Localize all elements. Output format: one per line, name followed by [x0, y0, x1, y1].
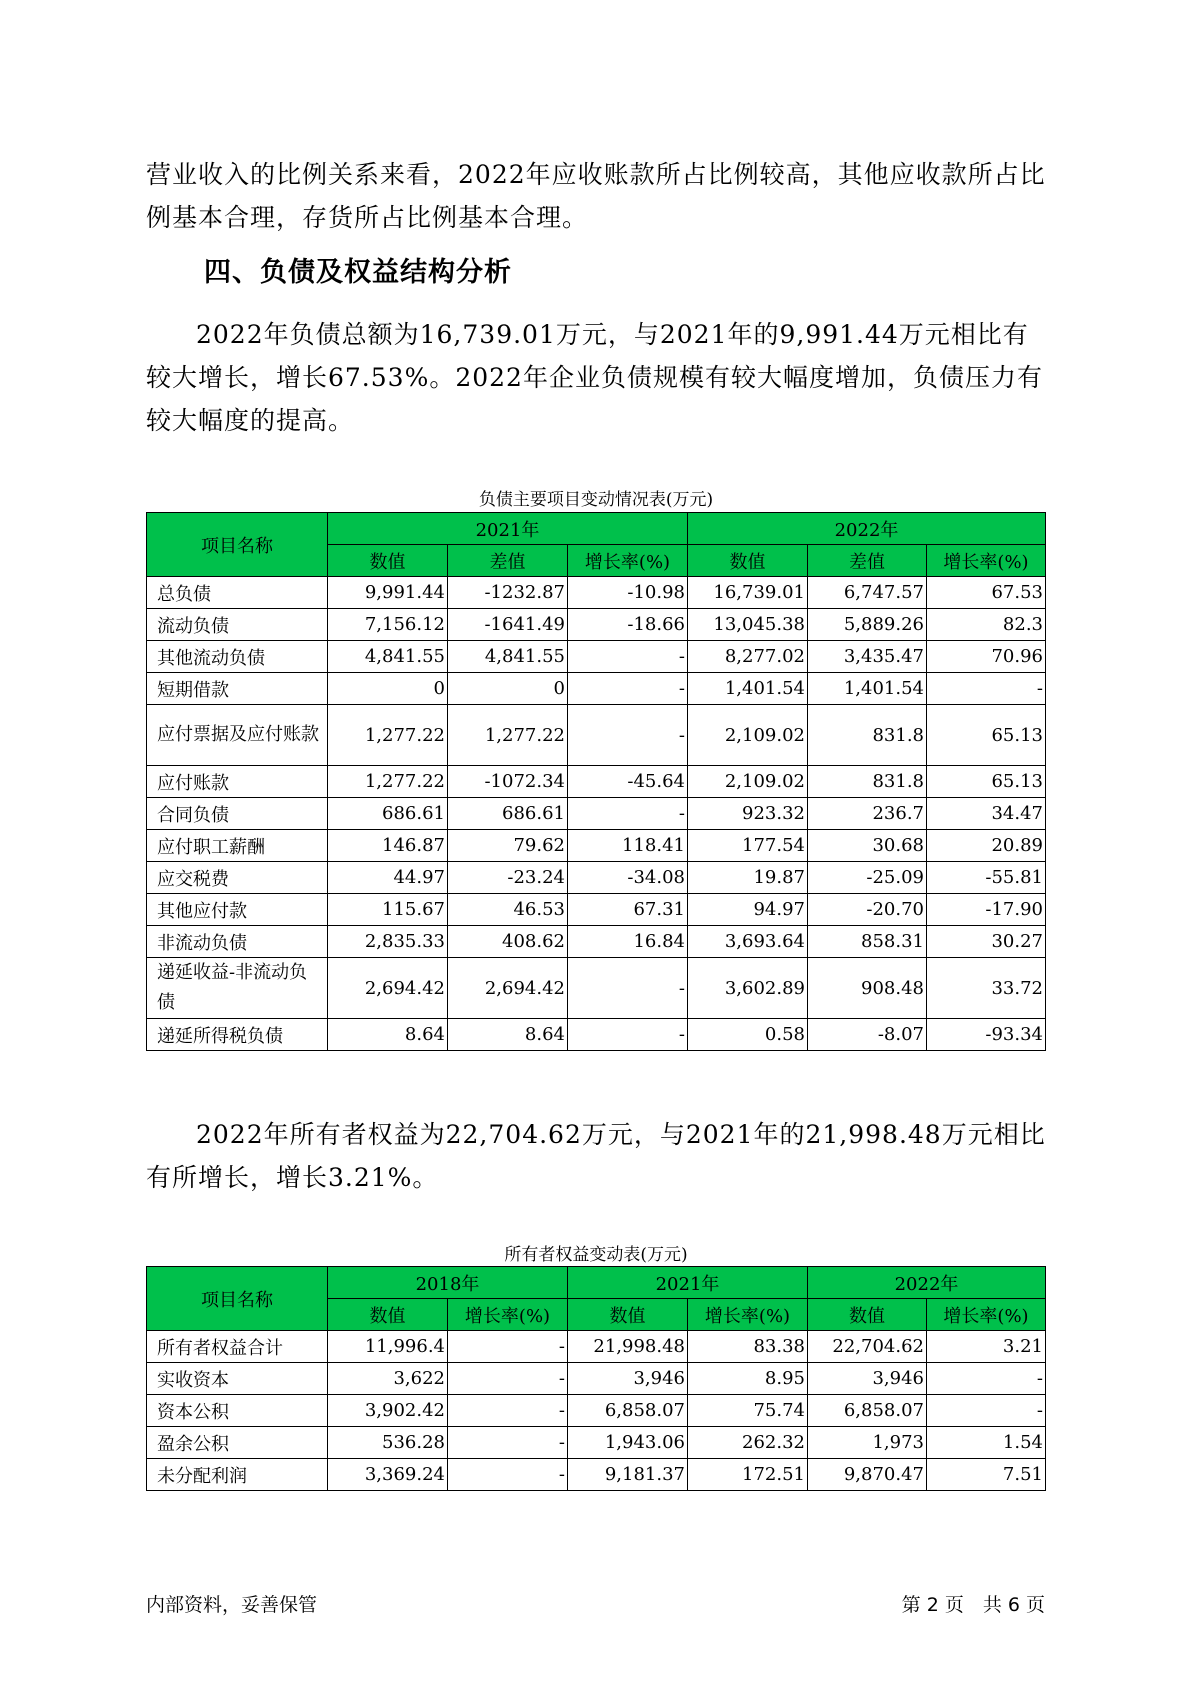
sub-header: 增长率(%): [448, 1299, 568, 1331]
table-cell: 30.68: [808, 830, 927, 862]
table-cell: 2,694.42: [448, 958, 568, 1019]
equity-paragraph: 2022年所有者权益为22,704.62万元，与2021年的21,998.48万元相比有所增长，增长3.21%。: [146, 1120, 1046, 1192]
table-row: [147, 641, 1046, 673]
table-cell: 70.96: [927, 641, 1046, 673]
table-cell: 831.8: [808, 705, 927, 766]
table-row: [147, 926, 1046, 958]
table-cell: -1641.49: [448, 609, 568, 641]
table-cell: 0: [448, 673, 568, 705]
table-cell: -17.90: [927, 894, 1046, 926]
name-header: 项目名称: [147, 1267, 328, 1331]
table-cell: 908.48: [808, 958, 927, 1019]
row-label: 盈余公积: [147, 1427, 328, 1459]
table-cell: 3,693.64: [688, 926, 808, 958]
table-row: [147, 894, 1046, 926]
row-label: 应交税费: [147, 862, 328, 894]
year-header: 2021年: [328, 513, 688, 545]
table-cell: 686.61: [448, 798, 568, 830]
table-cell: 177.54: [688, 830, 808, 862]
table-cell: 11,996.4: [328, 1331, 448, 1363]
table-cell: -45.64: [568, 766, 688, 798]
intro-paragraph: 营业收入的比例关系来看，2022年应收账款所占比例较高，其他应收款所占比例基本合理，存货所占比例基本合理。: [146, 160, 1046, 232]
table-cell: 1.54: [927, 1427, 1046, 1459]
table-cell: 1,277.22: [448, 705, 568, 766]
table-cell: 262.32: [688, 1427, 808, 1459]
table-cell: 83.38: [688, 1331, 808, 1363]
table-cell: 118.41: [568, 830, 688, 862]
row-label: 其他应付款: [147, 894, 328, 926]
table-cell: -: [568, 673, 688, 705]
table-cell: 536.28: [328, 1427, 448, 1459]
year-header: 2022年: [808, 1267, 1046, 1299]
table-cell: 7,156.12: [328, 609, 448, 641]
table-cell: 408.62: [448, 926, 568, 958]
equity-table: [146, 1266, 1046, 1491]
table-cell: 9,181.37: [568, 1459, 688, 1491]
row-label: 应付账款: [147, 766, 328, 798]
table-cell: 5,889.26: [808, 609, 927, 641]
liability-paragraph: 2022年负债总额为16,739.01万元，与2021年的9,991.44万元相比有较大增长，增长67.53%。2022年企业负债规模有较大幅度增加，负债压力有较大幅度的提高。: [146, 320, 1043, 435]
table-cell: 3,435.47: [808, 641, 927, 673]
table-cell: 3.21: [927, 1331, 1046, 1363]
table-cell: 33.72: [927, 958, 1046, 1019]
table-cell: 3,902.42: [328, 1395, 448, 1427]
table-cell: 7.51: [927, 1459, 1046, 1491]
row-label: 总负债: [147, 577, 328, 609]
table-row: [147, 609, 1046, 641]
table-row: [147, 1019, 1046, 1051]
table-cell: 1,401.54: [808, 673, 927, 705]
table-cell: 9,870.47: [808, 1459, 927, 1491]
table-row: [147, 1395, 1046, 1427]
table-cell: 16,739.01: [688, 577, 808, 609]
section-heading: 四、负债及权益结构分析: [204, 257, 512, 288]
sub-header: 增长率(%): [927, 545, 1046, 577]
table-cell: 172.51: [688, 1459, 808, 1491]
row-label: 流动负债: [147, 609, 328, 641]
table-cell: 67.53: [927, 577, 1046, 609]
table-cell: -: [927, 1395, 1046, 1427]
year-header: 2018年: [328, 1267, 568, 1299]
sub-header: 数值: [808, 1299, 927, 1331]
table-cell: 46.53: [448, 894, 568, 926]
table-cell: 4,841.55: [328, 641, 448, 673]
sub-header: 差值: [808, 545, 927, 577]
table-cell: 1,943.06: [568, 1427, 688, 1459]
table-cell: -: [927, 1363, 1046, 1395]
liability-table: [146, 512, 1046, 1051]
row-label: 应付职工薪酬: [147, 830, 328, 862]
table-cell: 19.87: [688, 862, 808, 894]
sub-header: 差值: [448, 545, 568, 577]
table-cell: 8.64: [328, 1019, 448, 1051]
table-cell: -: [448, 1395, 568, 1427]
equity-table-caption: 所有者权益变动表(万元): [504, 1245, 688, 1265]
table-cell: -1232.87: [448, 577, 568, 609]
table-row: [147, 862, 1046, 894]
table-row: [147, 673, 1046, 705]
row-label: 递延收益-非流动负债: [147, 958, 328, 1019]
row-label: 合同负债: [147, 798, 328, 830]
row-label: 非流动负债: [147, 926, 328, 958]
table-cell: 831.8: [808, 766, 927, 798]
table-cell: -: [448, 1331, 568, 1363]
table-row: [147, 766, 1046, 798]
table-cell: 34.47: [927, 798, 1046, 830]
table-row: [147, 577, 1046, 609]
table-cell: -20.70: [808, 894, 927, 926]
sub-header: 增长率(%): [688, 1299, 808, 1331]
table-cell: -93.34: [927, 1019, 1046, 1051]
table-cell: -1072.34: [448, 766, 568, 798]
sub-header: 增长率(%): [927, 1299, 1046, 1331]
row-label: 实收资本: [147, 1363, 328, 1395]
table-cell: -34.08: [568, 862, 688, 894]
sub-header: 数值: [328, 545, 448, 577]
table-cell: 2,835.33: [328, 926, 448, 958]
table-cell: -: [568, 798, 688, 830]
table-row: [147, 798, 1046, 830]
table-row: [147, 958, 1046, 1019]
table-cell: 1,401.54: [688, 673, 808, 705]
sub-header: 增长率(%): [568, 545, 688, 577]
table-cell: 3,369.24: [328, 1459, 448, 1491]
year-header: 2022年: [688, 513, 1046, 545]
table-cell: 0: [328, 673, 448, 705]
table-cell: -10.98: [568, 577, 688, 609]
table-cell: -: [927, 673, 1046, 705]
footer-page-number: 第 2 页 共 6 页: [901, 1594, 1045, 1616]
table-cell: -55.81: [927, 862, 1046, 894]
table-cell: -: [448, 1459, 568, 1491]
table-cell: 2,109.02: [688, 766, 808, 798]
table-cell: 1,973: [808, 1427, 927, 1459]
row-label: 其他流动负债: [147, 641, 328, 673]
liability-table-caption: 负债主要项目变动情况表(万元): [478, 490, 714, 510]
table-row: [147, 1459, 1046, 1491]
table-cell: 686.61: [328, 798, 448, 830]
table-cell: 8.95: [688, 1363, 808, 1395]
table-cell: 44.97: [328, 862, 448, 894]
row-label: 资本公积: [147, 1395, 328, 1427]
table-row: [147, 1427, 1046, 1459]
table-cell: 67.31: [568, 894, 688, 926]
row-label: 短期借款: [147, 673, 328, 705]
table-cell: 65.13: [927, 705, 1046, 766]
table-cell: 3,946: [568, 1363, 688, 1395]
table-cell: 1,277.22: [328, 766, 448, 798]
table-cell: -25.09: [808, 862, 927, 894]
table-cell: -: [568, 641, 688, 673]
row-label: 应付票据及应付账款: [147, 705, 328, 766]
table-cell: -18.66: [568, 609, 688, 641]
table-cell: -: [448, 1363, 568, 1395]
table-cell: 94.97: [688, 894, 808, 926]
table-cell: 79.62: [448, 830, 568, 862]
table-cell: 146.87: [328, 830, 448, 862]
table-cell: 82.3: [927, 609, 1046, 641]
footer-confidential: 内部资料，妥善保管: [146, 1594, 318, 1616]
table-cell: 75.74: [688, 1395, 808, 1427]
table-cell: 6,858.07: [568, 1395, 688, 1427]
row-label: 未分配利润: [147, 1459, 328, 1491]
sub-header: 数值: [688, 545, 808, 577]
table-cell: -8.07: [808, 1019, 927, 1051]
table-cell: 0.58: [688, 1019, 808, 1051]
table-cell: 16.84: [568, 926, 688, 958]
table-cell: 20.89: [927, 830, 1046, 862]
table-cell: 4,841.55: [448, 641, 568, 673]
table-cell: 8.64: [448, 1019, 568, 1051]
table-cell: 9,991.44: [328, 577, 448, 609]
table-cell: 13,045.38: [688, 609, 808, 641]
table-cell: -: [568, 1019, 688, 1051]
table-row: [147, 1363, 1046, 1395]
sub-header: 数值: [568, 1299, 688, 1331]
table-cell: 6,858.07: [808, 1395, 927, 1427]
table-cell: 115.67: [328, 894, 448, 926]
table-cell: 923.32: [688, 798, 808, 830]
table-cell: 1,277.22: [328, 705, 448, 766]
table-cell: 236.7: [808, 798, 927, 830]
row-label: 所有者权益合计: [147, 1331, 328, 1363]
name-header: 项目名称: [147, 513, 328, 577]
table-cell: 22,704.62: [808, 1331, 927, 1363]
table-cell: 65.13: [927, 766, 1046, 798]
table-cell: -: [568, 958, 688, 1019]
table-cell: 8,277.02: [688, 641, 808, 673]
table-row: [147, 830, 1046, 862]
year-header: 2021年: [568, 1267, 808, 1299]
table-cell: 2,694.42: [328, 958, 448, 1019]
table-cell: 3,602.89: [688, 958, 808, 1019]
table-cell: 2,109.02: [688, 705, 808, 766]
table-cell: -23.24: [448, 862, 568, 894]
table-cell: 3,622: [328, 1363, 448, 1395]
table-cell: 30.27: [927, 926, 1046, 958]
sub-header: 数值: [328, 1299, 448, 1331]
table-cell: 21,998.48: [568, 1331, 688, 1363]
table-cell: 6,747.57: [808, 577, 927, 609]
table-cell: -: [568, 705, 688, 766]
table-cell: 858.31: [808, 926, 927, 958]
table-row: [147, 1331, 1046, 1363]
table-cell: 3,946: [808, 1363, 927, 1395]
table-row: [147, 705, 1046, 766]
row-label: 递延所得税负债: [147, 1019, 328, 1051]
table-cell: -: [448, 1427, 568, 1459]
